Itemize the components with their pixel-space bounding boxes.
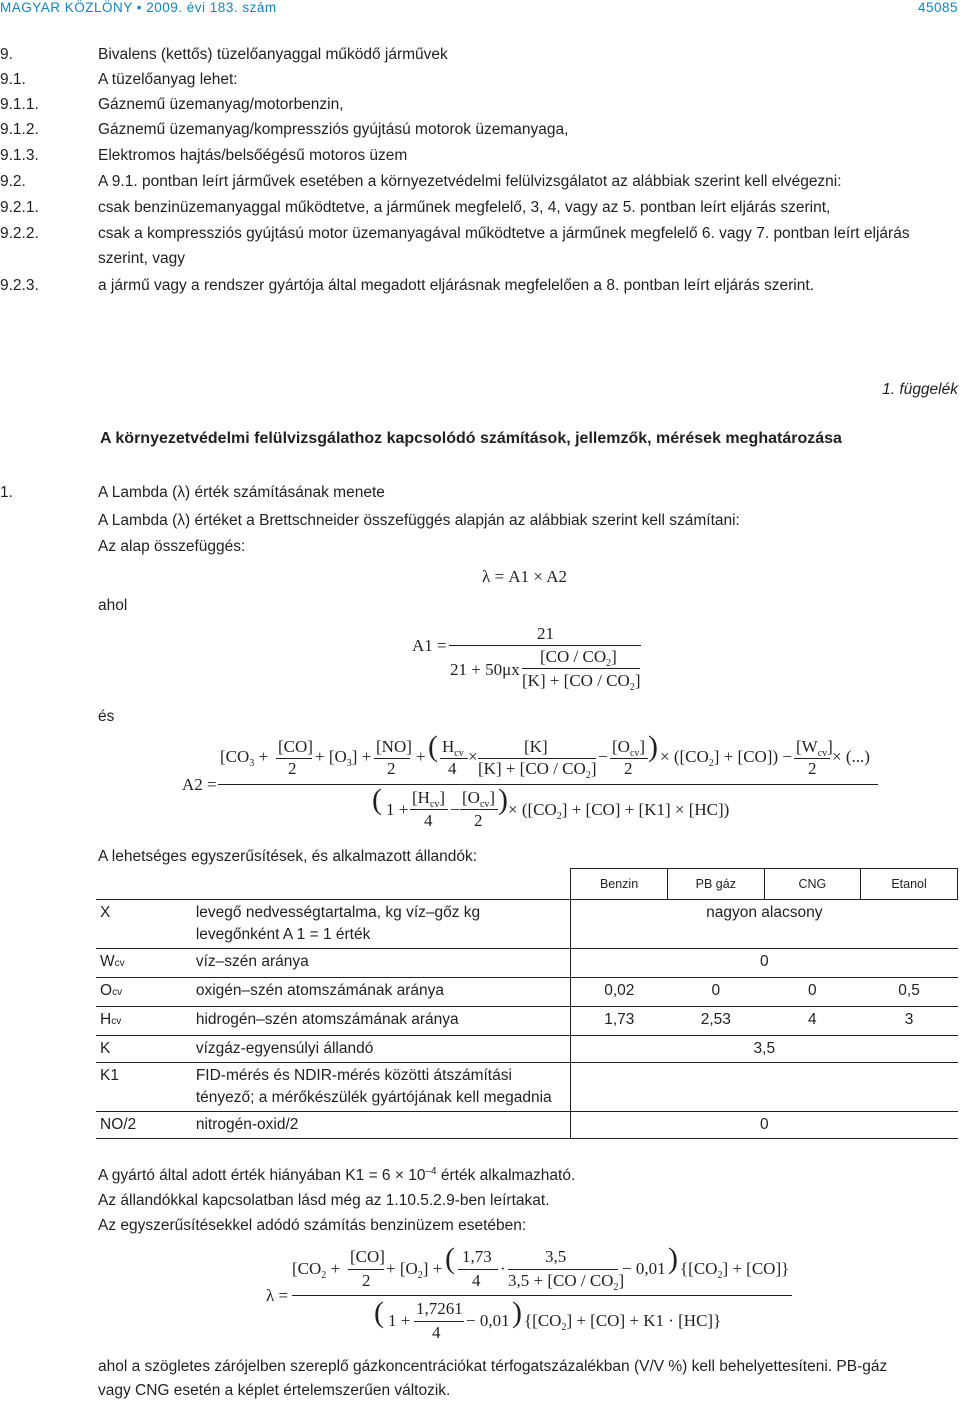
a2-frac-num: $H_{cv}$ — [442, 737, 464, 759]
a2-term: × $([CO_2] + [CO] + [K1] \times [HC])$ — [508, 800, 730, 822]
col-header: Benzin — [571, 869, 668, 900]
value-cell: 0 — [571, 949, 958, 978]
table-row — [96, 1063, 958, 1112]
a1-lhs: A1 = — [412, 636, 447, 655]
a2-frac-num: [CO] — [278, 737, 313, 756]
list-text: Bivalens (kettős) tüzelőanyaggal működő járművek — [98, 46, 448, 63]
a2-term: + — [416, 747, 426, 766]
value-cell: 0 — [668, 978, 765, 1007]
benzin-term: 1 + — [388, 1311, 411, 1330]
list-text: Gáznemű üzemanyag/kompressziós gyújtású motorok üzemanyaga, — [98, 121, 569, 138]
paren: ) — [668, 1242, 678, 1275]
benzin-term: + $[O_2]$ + — [386, 1259, 443, 1281]
a2-term: 1 + — [386, 800, 409, 819]
benzin-frac-den: 4 — [432, 1323, 441, 1342]
benzin-frac-num: 3,5 — [545, 1247, 567, 1266]
symbol-cell: X — [96, 900, 192, 949]
a2-frac-den: $[K] + [CO / CO_2]$ — [478, 759, 597, 781]
list-num: 9.2. — [0, 173, 26, 190]
paren: ) — [498, 783, 508, 816]
list-text: csak benzinüzemanyaggal működtetve, a járműnek megfelelő, 3, 4, vagy az 5. pontban leírt eljárás szerint, — [98, 199, 831, 216]
benzin-frac-num: 1,73 — [462, 1247, 492, 1266]
description-cell: FID-mérés és NDIR-mérés közötti átszámítási tényező; a mérőkészülék gyártójának kell megadnia — [192, 1063, 571, 1112]
value-cell: 0 — [571, 1112, 958, 1139]
description-cell: oxigén–szén atomszámának aránya — [192, 978, 571, 1007]
value-cell: 0,02 — [571, 978, 668, 1007]
description-cell: hidrogén–szén atomszámának aránya — [192, 1007, 571, 1036]
symbol-cell: Wcv — [96, 949, 192, 978]
list-num: 9.1.1. — [0, 96, 39, 113]
a2-frac-num: $[H_{cv}]$ — [412, 788, 446, 810]
value-cell — [571, 1063, 958, 1112]
benzin-frac-den: 2 — [362, 1271, 371, 1290]
a2-frac-num: $[W_{cv}]$ — [796, 737, 833, 759]
a1-den-prefix: 21 + 50μx — [450, 660, 520, 679]
lambda-equation: λ = A1 × A2 — [482, 567, 568, 586]
simplifications-label: A lehetséges egyszerűsítések, és alkalmazott állandók: — [98, 848, 478, 865]
a1-inner-num: $[CO / CO_2]$ — [540, 647, 617, 669]
list-text: A 9.1. pontban leírt járművek esetében a környezetvédelmi felülvizsgálatot az alábbiak szerint kell elvégezni: — [98, 173, 842, 190]
value-cell: 1,73 — [571, 1007, 668, 1036]
list-text: csak a kompressziós gyújtású motor üzemanyagával működtetve a járműnek megfelelő 6. vagy 7. pontban leírt eljárás — [98, 225, 910, 242]
a1-inner-den: $[K] + [CO / CO_2]$ — [522, 671, 641, 693]
a2-term: × $([CO_2] + [CO])$ − — [660, 747, 792, 769]
list-text-cont: szerint, vagy — [98, 250, 186, 267]
constants-table — [96, 868, 958, 1139]
a2-frac-den: 2 — [387, 759, 396, 778]
benzin-term: $\{[CO_2] + [CO]\}$ — [680, 1259, 790, 1281]
a2-frac-den: 4 — [424, 811, 433, 830]
final-paragraph-line: ahol a szögletes zárójelben szereplő gázkoncentrációkat térfogatszázalékban (V/V %) kell behelyettesíteni. PB-gáz — [98, 1358, 888, 1375]
list-num: 9.1. — [0, 71, 26, 88]
a2-lhs: A2 = — [182, 775, 217, 794]
description-cell: nitrogén-oxid/2 — [192, 1112, 571, 1139]
paren: ( — [372, 783, 382, 816]
list-num: 9.2.3. — [0, 277, 39, 294]
symbol-cell: Hcv — [96, 1007, 192, 1036]
col-header: Etanol — [861, 869, 958, 900]
col-header: CNG — [764, 869, 861, 900]
table-row — [96, 978, 958, 1007]
col-header: PB gáz — [668, 869, 765, 900]
list-num: 9.1.2. — [0, 121, 39, 138]
a2-op: × — [468, 747, 478, 766]
a2-op: − — [450, 800, 460, 819]
symbol-cell: K — [96, 1036, 192, 1063]
benzin-frac-num: 1,7261 — [416, 1299, 463, 1318]
where-label: ahol — [98, 597, 128, 614]
value-cell: 0 — [764, 978, 861, 1007]
a2-op: − — [598, 747, 608, 766]
table-header-row — [96, 869, 958, 900]
description-cell: levegő nedvességtartalma, kg víz–gőz kg levegőnként A 1 = 1 érték — [192, 900, 571, 949]
and-label: és — [98, 708, 115, 725]
a2-frac-den: 2 — [624, 759, 633, 778]
paren: ( — [374, 1296, 384, 1329]
a2-frac-den: 4 — [448, 759, 457, 778]
list-text: Gáznemű üzemanyag/motorbenzin, — [98, 96, 344, 113]
value-cell: 2,53 — [668, 1007, 765, 1036]
paren: ( — [445, 1242, 455, 1275]
value-cell: 3 — [861, 1007, 958, 1036]
benzin-op: · — [500, 1259, 506, 1278]
appendix-label: 1. függelék — [882, 381, 958, 398]
symbol-cell: Ocv — [96, 978, 192, 1007]
a2-term: + $[O_3]$ + — [315, 747, 372, 769]
list-num: 9.2.1. — [0, 199, 39, 216]
section-title: A Lambda (λ) érték számításának menete — [98, 484, 385, 501]
section-number: 1. — [0, 484, 13, 501]
table-row — [96, 1036, 958, 1063]
list-text: a jármű vagy a rendszer gyártója által megadott eljárásnak megfelelően a 8. pontban leírt eljárás szerint. — [98, 277, 814, 294]
benzin-frac-den: 4 — [472, 1271, 481, 1290]
table-row — [96, 1007, 958, 1036]
a1-numerator: 21 — [537, 624, 554, 643]
benzin-term: − 0,01 — [466, 1311, 510, 1330]
table-row — [96, 1112, 958, 1139]
description-cell: víz–szén aránya — [192, 949, 571, 978]
table-row — [96, 949, 958, 978]
a2-frac-den: 2 — [474, 811, 483, 830]
list-text: A tüzelőanyag lehet: — [98, 71, 238, 88]
paren: ( — [428, 730, 438, 763]
a2-term: [$CO_3$ + — [220, 747, 269, 769]
description-cell: vízgáz-egyensúlyi állandó — [192, 1036, 571, 1063]
running-header: MAGYAR KÖZLÖNY • 2009. évi 183. szám — [0, 0, 277, 15]
benzin-frac-num: [CO] — [350, 1247, 385, 1266]
symbol-cell: K1 — [96, 1063, 192, 1112]
base-relation-label: Az alap összefüggés: — [98, 538, 246, 555]
value-cell: nagyon alacsony — [571, 900, 958, 949]
paren: ) — [648, 730, 658, 763]
a2-frac-den: 2 — [808, 759, 817, 778]
value-cell: 0,5 — [861, 978, 958, 1007]
symbol-cell: NO/2 — [96, 1112, 192, 1139]
benzin-frac-den: $3,5 + [CO / CO_2]$ — [508, 1271, 625, 1293]
benzin-term: [$CO_2$ + — [292, 1259, 341, 1281]
a2-frac-den: 2 — [288, 759, 297, 778]
simplified-calc-note: Az egyszerűsítésekkel adódó számítás benzinüzem esetében: — [98, 1217, 527, 1234]
table-row — [96, 900, 958, 949]
a2-term: × (...) — [832, 747, 870, 766]
benzin-lhs: λ = — [266, 1286, 289, 1305]
paren: ) — [512, 1296, 522, 1329]
k1-note: A gyártó által adott érték hiányában $K1 = 6 \times 10^{-4}$ érték alkalmazható. — [98, 1166, 576, 1185]
list-num: 9. — [0, 46, 13, 63]
list-num: 9.1.3. — [0, 147, 39, 164]
value-cell: 4 — [764, 1007, 861, 1036]
list-text: Elektromos hajtás/belsőégésű motoros üzem — [98, 147, 408, 164]
a2-frac-num: $[O_{cv}]$ — [462, 788, 496, 810]
benzin-term: − 0,01 — [622, 1259, 666, 1278]
page-number: 45085 — [917, 0, 958, 15]
appendix-title: A környezetvédelmi felülvizsgálathoz kapcsolódó számítások, jellemzők, mérések meghatározása — [100, 430, 842, 447]
value-cell: 3,5 — [571, 1036, 958, 1063]
a2-frac-num: [NO] — [376, 737, 412, 756]
benzin-term: $\{[CO_2] + [CO] + K1 \cdot [HC]\}$ — [524, 1311, 722, 1333]
a2-frac-num: $[O_{cv}]$ — [612, 737, 646, 759]
list-num: 9.2.2. — [0, 225, 39, 242]
a2-frac-num: [K] — [524, 737, 548, 756]
constants-ref-note: Az állandókkal kapcsolatban lásd még az 1.10.5.2.9-ben leírtakat. — [98, 1192, 550, 1209]
final-paragraph-line: vagy CNG esetén a képlet értelemszerűen változik. — [98, 1382, 451, 1399]
section-intro: A Lambda (λ) értéket a Brettschneider összefüggés alapján az alábbiak szerint kell számítani: — [98, 512, 740, 529]
